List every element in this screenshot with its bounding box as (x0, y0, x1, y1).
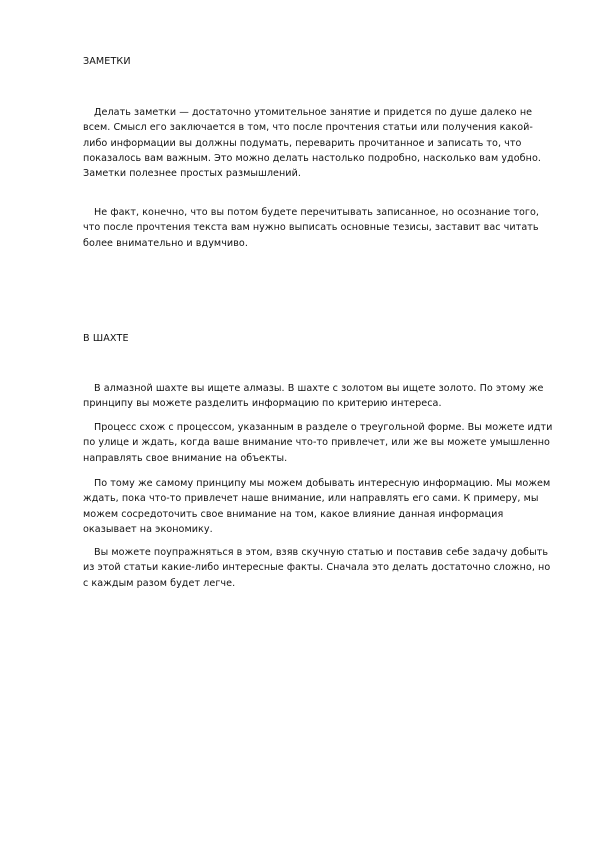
paragraph (83, 476, 553, 537)
paragraph (83, 545, 553, 591)
paragraph-text: Процесс схож с процессом, указанным в разделе о треугольной форме. Вы можете идти по улице и ждать, когда ваше внимание что-то привлечет, или же вы можете умышленно направлять свое внимание на объекты. (83, 422, 553, 464)
section-notes (83, 56, 553, 68)
paragraph-text: В алмазной шахте вы ищете алмазы. В шахте с золотом вы ищете золото. По этому же принципу вы можете разделить информацию по критерию интереса. (83, 383, 544, 410)
paragraph-text: По тому же самому принципу мы можем добывать интересную информацию. Мы можем ждать, пока что-то привлечет наше внимание, или направлять его сами. К примеру, мы можем сосредоточить свое внимание на том, какое влияние данная информация оказывает на экономику. (83, 478, 551, 535)
paragraph (83, 105, 553, 181)
paragraph (83, 420, 553, 466)
paragraph (83, 381, 553, 412)
section-title-notes: ЗАМЕТКИ (83, 56, 131, 67)
section-title-mine: В ШАХТЕ (83, 333, 129, 344)
paragraph (83, 205, 553, 251)
paragraph-text: Делать заметки — достаточно утомительное занятие и придется по душе далеко не всем. Смысл его заключается в том, что после прочтения статьи или получения какой-либо информации вы должны подумать, переварить прочитанное и записать то, что показалось вам важным. Это можно делать настолько подробно, насколько вам удобно. Заметки полезнее простых размышлений. (83, 107, 541, 180)
section-mine (83, 333, 553, 345)
paragraph-text: Не факт, конечно, что вы потом будете перечитывать записанное, но осознание того, что после прочтения текста вам нужно выписать основные тезисы, заставит вас читать более внимательно и вдумчиво. (83, 207, 539, 249)
paragraph-text: Вы можете поупражняться в этом, взяв скучную статью и поставив себе задачу добыть из этой статьи какие-либо интересные факты. Сначала это делать достаточно сложно, но с каждым разом будет легче. (83, 547, 551, 589)
